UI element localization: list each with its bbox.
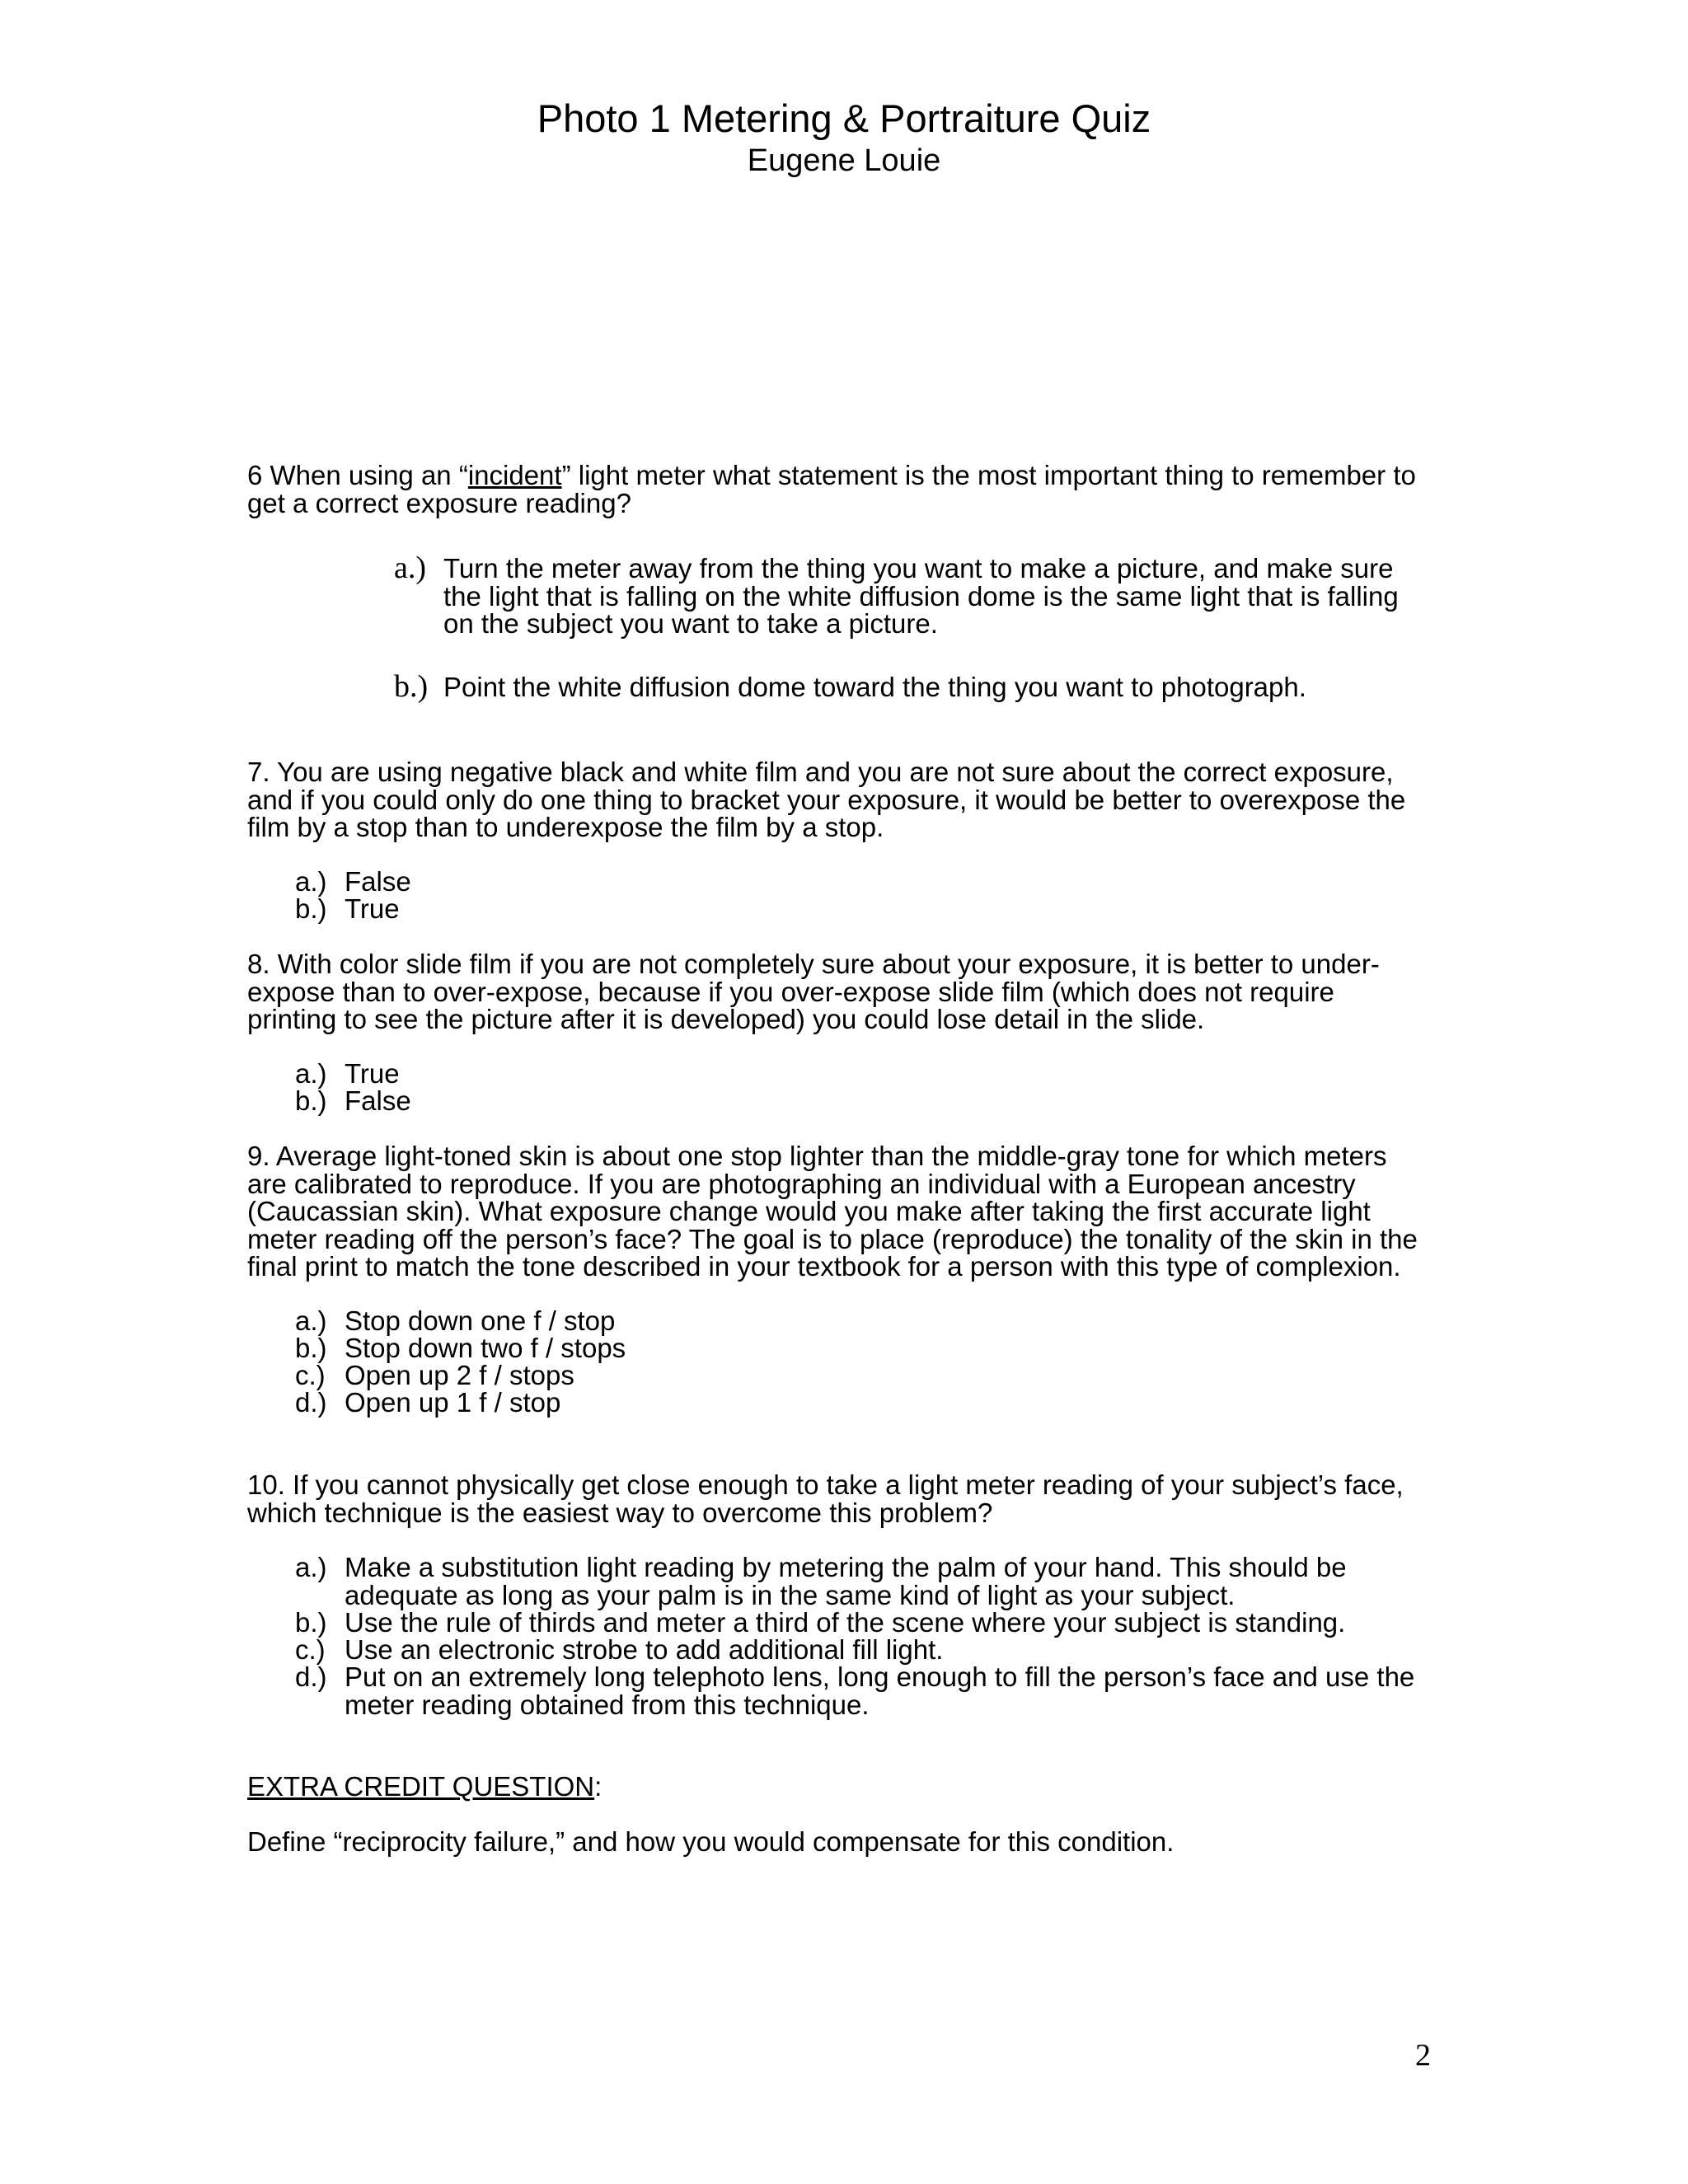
choice-line: Make a substitution light reading by metering the palm of your hand. This should be	[345, 1552, 1347, 1582]
question-9-line: 9. Average light-toned skin is about one stop lighter than the middle-gray tone for which meters	[247, 1141, 1387, 1171]
choice-letter: b.)	[295, 1085, 327, 1116]
choice-line: the light that is falling on the white diffusion dome is the same light that is falling	[443, 580, 1399, 612]
question-9-choice-c	[295, 1361, 574, 1390]
question-6-choice-b	[394, 669, 1306, 704]
choice-letter: b.)	[295, 893, 327, 924]
question-8	[247, 950, 1451, 1033]
question-8-line: printing to see the picture after it is developed) you could lose detail in the slide.	[247, 1004, 1205, 1034]
question-6-underlined-word: incident	[467, 460, 562, 490]
choice-text: Open up 2 f / stops	[345, 1360, 574, 1390]
choice-line: on the subject you want to take a picture.	[443, 608, 938, 639]
choice-text: False	[345, 1085, 411, 1116]
choice-text: Use an electronic strobe to add additional fill light.	[345, 1634, 944, 1665]
question-9-choice-b	[295, 1334, 626, 1362]
choice-letter: c.)	[295, 1634, 326, 1665]
choice-line: Put on an extremely long telephoto lens, long enough to fill the person’s face and use the	[345, 1661, 1415, 1692]
choice-letter: a.)	[295, 1058, 327, 1089]
question-10-choice-b	[295, 1609, 1345, 1637]
question-8-choice-b	[295, 1087, 411, 1115]
question-9-line: final print to match the tone described in your textbook for a person with this type of complexion.	[247, 1251, 1401, 1282]
question-10-line: which technique is the easiest way to overcome this problem?	[247, 1497, 993, 1528]
question-9-choice-d	[295, 1389, 560, 1417]
extra-credit-colon: :	[594, 1771, 603, 1802]
question-7-line: film by a stop than to underexpose the film by a stop.	[247, 812, 884, 842]
question-6-choice-a	[394, 551, 1399, 639]
choice-line: meter reading obtained from this technique.	[345, 1689, 870, 1720]
choice-line: adequate as long as your palm is in the same kind of light as your subject.	[345, 1579, 1236, 1610]
question-8-line: expose than to over-expose, because if you over-expose slide film (which does not require	[247, 976, 1334, 1007]
choice-text	[443, 555, 1399, 638]
choice-letter: b.)	[295, 1333, 327, 1363]
choice-line: Turn the meter away from the thing you want to make a picture, and make sure	[443, 553, 1394, 583]
question-10	[247, 1471, 1451, 1526]
choice-letter: a.)	[295, 866, 327, 897]
page-number: 2	[1415, 2038, 1431, 2073]
extra-credit-question: Define “reciprocity failure,” and how you would compensate for this condition.	[247, 1826, 1175, 1857]
choice-letter: a.)	[295, 1552, 327, 1582]
question-7-line: 7. You are using negative black and white film and you are not sure about the correct exposure,	[247, 757, 1394, 787]
question-9-line: are calibrated to reproduce. If you are photographing an individual with a European ancestry	[247, 1168, 1356, 1199]
question-6-line-2: get a correct exposure reading?	[247, 487, 631, 518]
question-8-choice-a	[295, 1060, 400, 1088]
choice-letter: a.)	[295, 1305, 327, 1336]
choice-text	[345, 1554, 1347, 1609]
page-title: Photo 1 Metering & Portraiture Quiz	[537, 96, 1151, 140]
choice-text: Use the rule of thirds and meter a third of the scene where your subject is standing.	[345, 1607, 1346, 1638]
choice-letter: a.)	[394, 551, 427, 585]
question-7-line: and if you could only do one thing to bracket your exposure, it would be better to overexpose the	[247, 784, 1406, 815]
question-9-line: meter reading off the person’s face? The goal is to place (reproduce) the tonality of the skin in the	[247, 1223, 1418, 1254]
choice-letter: d.)	[295, 1661, 327, 1692]
extra-credit-heading	[247, 1773, 1451, 1801]
question-10-choice-d	[295, 1663, 1414, 1718]
question-7-choice-b	[295, 895, 400, 923]
question-8-line: 8. With color slide film if you are not completely sure about your exposure, it is better to under-	[247, 949, 1380, 979]
choice-text: Open up 1 f / stop	[345, 1387, 561, 1418]
question-6-line-1	[247, 462, 1451, 490]
choice-letter: c.)	[295, 1360, 326, 1390]
question-9	[247, 1142, 1451, 1281]
choice-text	[345, 1663, 1414, 1718]
extra-credit-heading-text: EXTRA CREDIT QUESTION	[247, 1771, 595, 1802]
question-6-prefix: 6 When using an “	[247, 460, 468, 490]
question-10-choice-a	[295, 1554, 1347, 1609]
choice-text: Stop down two f / stops	[345, 1333, 626, 1363]
question-9-choice-a	[295, 1307, 615, 1335]
question-7-choice-a	[295, 868, 411, 896]
choice-text: Point the white diffusion dome toward the thing you want to photograph.	[443, 672, 1306, 702]
question-10-line: 10. If you cannot physically get close enough to take a light meter reading of your subject’s face,	[247, 1469, 1404, 1500]
choice-letter: b.)	[295, 1607, 327, 1638]
author-name: Eugene Louie	[747, 143, 941, 178]
choice-letter: b.)	[394, 669, 429, 704]
choice-text: False	[345, 866, 411, 897]
question-9-line: (Caucassian skin). What exposure change would you make after taking the first accurate light	[247, 1196, 1371, 1226]
question-6-suffix: ” light meter what statement is the most important thing to remember to	[561, 460, 1416, 490]
question-7	[247, 758, 1451, 841]
choice-letter: d.)	[295, 1387, 327, 1418]
question-6	[247, 462, 1451, 517]
choice-text: True	[345, 1058, 400, 1089]
choice-text: Stop down one f / stop	[345, 1305, 616, 1336]
choice-text: True	[345, 893, 400, 924]
question-10-choice-c	[295, 1636, 943, 1664]
